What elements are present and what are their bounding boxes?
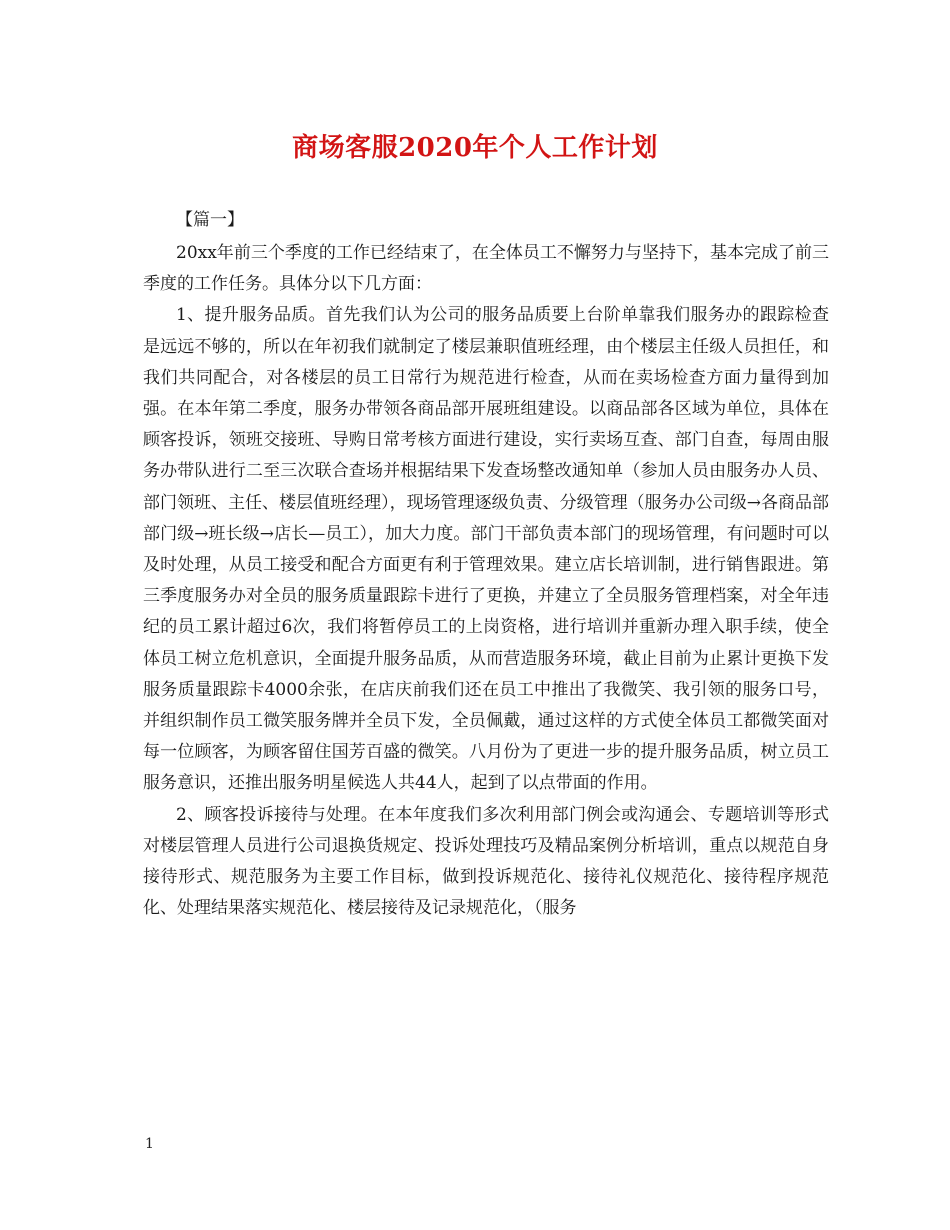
document-title: 商场客服2020年个人工作计划 [292,133,658,163]
paragraph-intro: 20xx年前三个季度的工作已经结束了，在全体员工不懈努力与坚持下，基本完成了前三季度的工作任务。具体分以下几方面： [143,243,829,295]
paragraph-service-quality: 1、提升服务品质。首先我们认为公司的服务品质要上台阶单靠我们服务办的跟踪检查是远远不够的，所以在年初我们就制定了楼层兼职值班经理，由个楼层主任级人员担任，和我们共同配合，对各楼层的员工日常行为规范进行检查，从而在卖场检查方面力量得到加强。在本年第二季度，服务办带领各商品部开展班组建设。以商品部各区域为单位，具体在顾客投诉，领班交接班、导购日常考核方面进行建设，实行卖场互查、部门自查，每周由服务办带队进行二至三次联合查场并根据结果下发查场整改通知单（参加人员由服务办人员、部门领班、主任、楼层值班经理），现场管理逐级负责、分级管理（服务办公司级→各商品部部门级→班长级→店长—员工），加大力度。部门干部负责本部门的现场管理，有问题时可以及时处理，从员工接受和配合方面更有利于管理效果。建立店长培训制，进行销售跟进。第三季度服务办对全员的服务质量跟踪卡进行了更换，并建立了全员服务管理档案，对全年违纪的员工累计超过6次，我们将暂停员工的上岗资格，进行培训并重新办理入职手续，使全体员工树立危机意识，全面提升服务品质，从而营造服务环境，截止目前为止累计更换下发服务质量跟踪卡4000余张，在店庆前我们还在员工中推出了我微笑、我引领的服务口号，并组织制作员工微笑服务牌并全员下发，全员佩戴，通过这样的方式使全体员工都微笑面对每一位顾客，为顾客留住国芳百盛的微笑。八月份为了更进一步的提升服务品质，树立员工服务意识，还推出服务明星候选人共44人，起到了以点带面的作用。 [143,305,829,794]
document-body [143,238,829,924]
page-number: 1 [145,1136,154,1152]
section-label: 【篇一】 [176,210,244,230]
paragraph-complaints: 2、顾客投诉接待与处理。在本年度我们多次利用部门例会或沟通会、专题培训等形式对楼层管理人员进行公司退换货规定、投诉处理技巧及精品案例分析培训，重点以规范自身接待形式、规范服务为主要工作目标，做到投诉规范化、接待礼仪规范化、接待程序规范化、处理结果落实规范化、楼层接待及记录规范化，（服务 [143,804,829,919]
